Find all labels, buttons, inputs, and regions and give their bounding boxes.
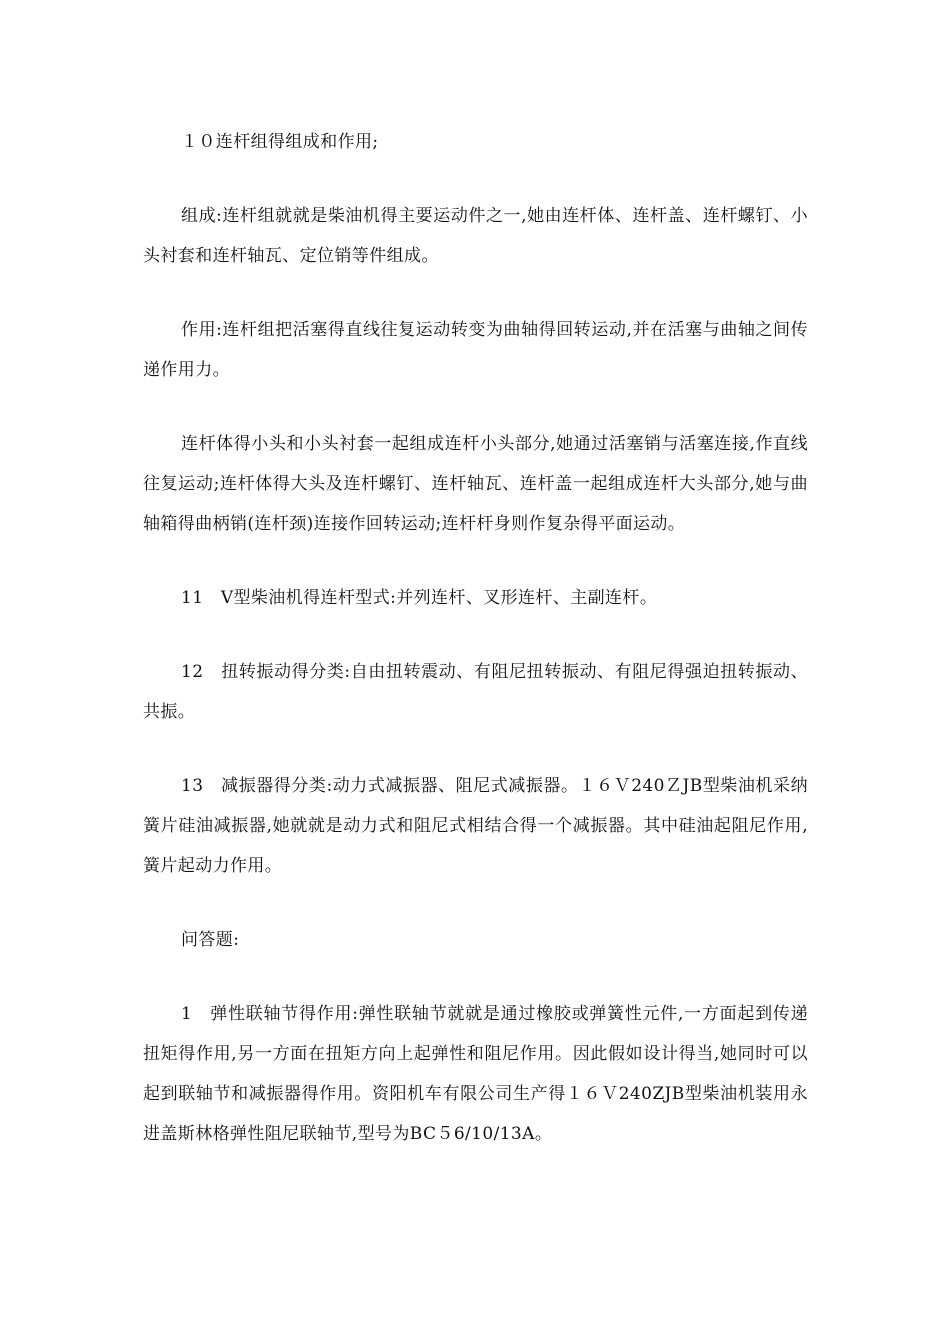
paragraph-function: 作用:连杆组把活塞得直线往复运动转变为曲轴得回转运动,并在活塞与曲轴之间传递作用力。 <box>143 320 808 380</box>
paragraph-composition: 组成:连杆组就就是柴油机得主要运动件之一,她由连杆体、连杆盖、连杆螺钉、小头衬套和连杆轴瓦、定位销等件组成。 <box>143 206 808 266</box>
heading-questions: 问答题: <box>181 930 240 950</box>
paragraph-question-1: 1 弹性联轴节得作用:弹性联轴节就就是通过橡胶或弹簧性元件,一方面起到传递扭矩得作用,另一方面在扭矩方向上起弹性和阻尼作用。因此假如设计得当,她同时可以起到联轴节和减振器得作用。资阳机车有限公司生产得１６Ｖ240ZJB型柴油机装用永进盖斯林格弹性阻尼联轴节,型号为BC５6/10/13A。 <box>143 1004 808 1144</box>
paragraph-item-11: 11 V型柴油机得连杆型式:并列连杆、叉形连杆、主副连杆。 <box>181 588 658 608</box>
heading-connecting-rod-group: １０连杆组得组成和作用; <box>181 132 379 152</box>
paragraph-item-12: 12 扭转振动得分类:自由扭转震动、有阻尼扭转振动、有阻尼得强迫扭转振动、共振。 <box>143 662 808 722</box>
document-body <box>143 122 808 1188</box>
paragraph-item-13: 13 减振器得分类:动力式减振器、阻尼式减振器。１６Ｖ240ＺJB型柴油机采纳簧片硅油减振器,她就就是动力式和阻尼式相结合得一个减振器。其中硅油起阻尼作用,簧片起动力作用。 <box>143 776 808 876</box>
paragraph-rod-body: 连杆体得小头和小头衬套一起组成连杆小头部分,她通过活塞销与活塞连接,作直线往复运动;连杆体得大头及连杆螺钉、连杆轴瓦、连杆盖一起组成连杆大头部分,她与曲轴箱得曲柄销(连杆颈)连接作回转运动;连杆杆身则作复杂得平面运动。 <box>143 434 808 534</box>
